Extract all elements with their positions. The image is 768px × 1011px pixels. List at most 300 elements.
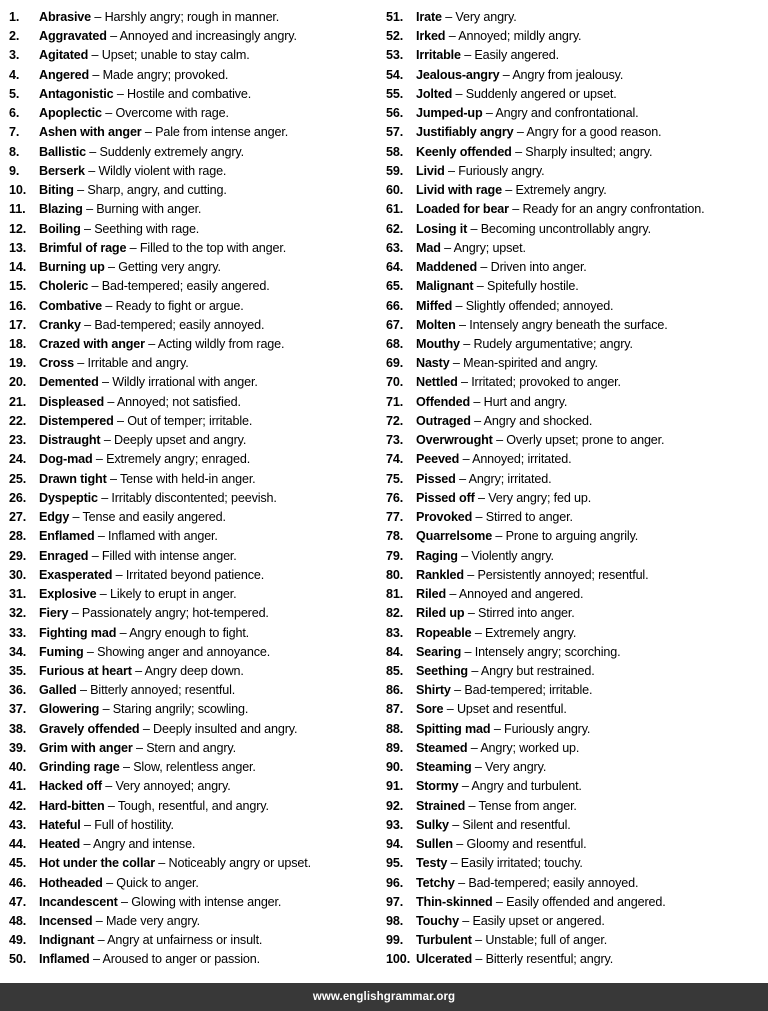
list-item-number: 8. (9, 144, 20, 159)
list-item-definition: Spitefully hostile. (486, 279, 579, 294)
list-item-definition: Out of temper; irritable. (127, 413, 253, 428)
list-item-definition: Suddenly angered or upset. (465, 86, 617, 101)
list-item-term: Distraught (39, 433, 101, 448)
list-item-term: Boiling (39, 221, 81, 236)
list-item-definition: Hostile and combative. (127, 86, 252, 101)
list-item-separator: – (73, 356, 88, 371)
list-item-body (39, 797, 269, 816)
list-item-definition: Staring angrily; scowling. (112, 702, 249, 717)
list-item-separator: – (490, 721, 505, 736)
list-item-body (39, 200, 201, 219)
list-item-number: 83. (386, 625, 404, 640)
list-item-definition: Annoyed; mildly angry. (458, 29, 582, 44)
list-item-separator: – (89, 67, 103, 82)
list-item-term: Displeased (39, 394, 104, 409)
list-item-number: 89. (386, 740, 404, 755)
list-item (386, 27, 764, 46)
list-item-term: Glowering (39, 702, 100, 717)
list-item-definition: Extremely angry; enraged. (106, 452, 251, 467)
list-item (386, 816, 764, 835)
list-item-term: Jolted (416, 86, 453, 101)
list-item (9, 104, 380, 123)
list-item-definition: Deeply upset and angry. (114, 433, 247, 448)
list-item-term: Edgy (39, 510, 70, 525)
list-item-term: Tetchy (416, 875, 455, 890)
list-item-number: 85. (386, 663, 404, 678)
list-item-term: Strained (416, 798, 466, 813)
list-item-definition: Tense with held-in anger. (119, 471, 256, 486)
list-item-separator: – (97, 490, 112, 505)
list-item-term: Biting (39, 183, 74, 198)
list-item-number: 52. (386, 29, 404, 44)
list-item-body (416, 874, 638, 893)
list-item-separator: – (104, 394, 117, 409)
list-item-separator: – (88, 548, 102, 563)
list-item (9, 335, 380, 354)
list-item-body (416, 527, 638, 546)
footer-bar (0, 983, 768, 1011)
list-item-definition: Angry; irritated. (468, 471, 552, 486)
list-item-number: 25. (9, 471, 27, 486)
list-item-body (39, 874, 199, 893)
list-item-number: 76. (386, 490, 404, 505)
list-item-term: Sulky (416, 817, 449, 832)
list-item-separator: – (102, 875, 117, 890)
list-item-separator: – (154, 856, 169, 871)
list-item-number: 61. (386, 202, 404, 217)
list-item (9, 662, 380, 681)
list-item (386, 316, 764, 335)
list-item-separator: – (473, 279, 487, 294)
list-item-separator: – (443, 702, 457, 717)
list-item-number: 66. (386, 298, 404, 313)
list-item-term: Aggravated (39, 29, 107, 44)
list-item-separator: – (144, 336, 158, 351)
list-item-separator: – (102, 298, 116, 313)
list-item-separator: – (106, 29, 120, 44)
list-item-term: Incensed (39, 914, 93, 929)
list-item-number: 37. (9, 702, 27, 717)
list-item-definition: Mean-spirited and angry. (463, 356, 598, 371)
list-item-term: Cranky (39, 317, 81, 332)
list-item-definition: Very angry. (485, 760, 547, 775)
list-item (386, 950, 764, 969)
list-item-body (39, 277, 270, 296)
list-item (386, 335, 764, 354)
list-item-body (39, 777, 231, 796)
list-item (9, 508, 380, 527)
list-item-body (39, 46, 250, 65)
list-item-term: Malignant (416, 279, 474, 294)
list-item-number: 55. (386, 86, 404, 101)
list-item-definition: Filled with intense anger. (101, 548, 237, 563)
list-item-separator: – (73, 183, 88, 198)
list-item-body (416, 373, 621, 392)
list-item-term: Mouthy (416, 336, 460, 351)
list-item-term: Jealous-angry (416, 67, 500, 82)
list-item-number: 36. (9, 683, 27, 698)
list-item (9, 412, 380, 431)
list-item (386, 431, 764, 450)
list-item-separator: – (452, 86, 466, 101)
list-item-body (39, 297, 244, 316)
list-item (9, 547, 380, 566)
list-item-body (39, 143, 244, 162)
list-item (9, 624, 380, 643)
list-item (9, 200, 380, 219)
list-item-number: 5. (9, 86, 20, 101)
list-item-body (39, 547, 237, 566)
list-item-definition: Very angry; fed up. (488, 490, 592, 505)
list-item-body (39, 335, 284, 354)
list-item-definition: Ready to fight or argue. (115, 298, 244, 313)
list-item (9, 431, 380, 450)
list-item-definition: Stern and angry. (146, 740, 236, 755)
list-item-separator: – (471, 625, 486, 640)
list-item-separator: – (444, 163, 459, 178)
list-item-body (416, 681, 592, 700)
list-item-number: 42. (9, 798, 27, 813)
list-item-term: Exasperated (39, 567, 113, 582)
list-item (9, 258, 380, 277)
list-item (386, 585, 764, 604)
list-item-term: Fuming (39, 644, 84, 659)
list-item-number: 16. (9, 298, 27, 313)
list-item-definition: Irritated beyond patience. (125, 567, 265, 582)
list-item-separator: – (69, 510, 83, 525)
list-item-body (39, 835, 195, 854)
list-item-body (39, 489, 277, 508)
list-item-definition: Annoyed; not satisfied. (116, 394, 241, 409)
list-item-definition: Overcome with rage. (115, 106, 229, 121)
list-item-number: 60. (386, 183, 404, 198)
list-item-separator: – (112, 567, 126, 582)
list-item-number: 47. (9, 894, 27, 909)
list-item-separator: – (94, 529, 109, 544)
list-item-number: 86. (386, 683, 404, 698)
list-item-separator: – (474, 490, 489, 505)
list-item (386, 643, 764, 662)
list-item (9, 777, 380, 796)
list-item-body (39, 739, 236, 758)
list-item-number: 7. (9, 125, 20, 140)
list-item-term: Peeved (416, 452, 460, 467)
list-item (9, 66, 380, 85)
list-item-body (416, 604, 575, 623)
list-item-definition: Angry but restrained. (480, 663, 595, 678)
list-item-number: 57. (386, 125, 404, 140)
list-item (386, 854, 764, 873)
list-item (386, 893, 764, 912)
list-item-separator: – (104, 798, 118, 813)
list-item-separator: – (508, 202, 523, 217)
list-item-body (416, 585, 583, 604)
list-item-separator: – (76, 683, 91, 698)
list-item-body (416, 239, 526, 258)
list-item-term: Ulcerated (416, 952, 473, 967)
list-item-term: Dog-mad (39, 452, 93, 467)
list-item (9, 874, 380, 893)
list-item-number: 56. (386, 106, 404, 121)
list-item-definition: Showing anger and annoyance. (97, 644, 271, 659)
list-item (9, 566, 380, 585)
list-item-body (416, 258, 587, 277)
list-item (386, 700, 764, 719)
list-item-number: 32. (9, 606, 27, 621)
list-item (386, 354, 764, 373)
list-item-body (39, 662, 244, 681)
list-item-definition: Bad-tempered; irritable. (464, 683, 593, 698)
list-item-separator: – (459, 336, 474, 351)
list-item-term: Agitated (39, 48, 89, 63)
list-item-number: 2. (9, 29, 20, 44)
list-item (9, 681, 380, 700)
list-item-term: Livid with rage (416, 183, 502, 198)
list-item-term: Molten (416, 317, 456, 332)
list-item (9, 489, 380, 508)
list-item (9, 8, 380, 27)
list-item-number: 19. (9, 356, 27, 371)
list-item-body (416, 85, 617, 104)
list-item-separator: – (467, 221, 481, 236)
list-item-body (416, 200, 704, 219)
list-item-body (39, 527, 218, 546)
list-item-term: Searing (416, 644, 462, 659)
list-item-definition: Extremely angry. (485, 625, 577, 640)
list-item-term: Sore (416, 702, 444, 717)
list-item-body (416, 431, 664, 450)
list-item-separator: – (106, 471, 120, 486)
list-item-term: Nasty (416, 356, 450, 371)
list-item-term: Dyspeptic (39, 490, 98, 505)
list-item-term: Antagonistic (39, 86, 114, 101)
list-item-separator: – (455, 317, 470, 332)
list-item (386, 835, 764, 854)
list-item-number: 15. (9, 279, 27, 294)
list-item-definition: Easily irritated; touchy. (460, 856, 583, 871)
list-item-number: 73. (386, 433, 404, 448)
list-item-number: 43. (9, 817, 27, 832)
list-item-term: Pissed off (416, 490, 475, 505)
list-item-number: 75. (386, 471, 404, 486)
list-item-definition: Angry; upset. (453, 240, 526, 255)
list-item-definition: Driven into anger. (490, 260, 587, 275)
list-item-number: 96. (386, 875, 404, 890)
list-item-separator: – (454, 875, 469, 890)
list-item-body (39, 912, 200, 931)
list-item-number: 46. (9, 875, 27, 890)
list-item (9, 27, 380, 46)
list-item (386, 758, 764, 777)
list-item-number: 33. (9, 625, 27, 640)
list-item-number: 82. (386, 606, 404, 621)
list-item-definition: Bad-tempered; easily annoyed. (468, 875, 639, 890)
list-item-number: 81. (386, 587, 404, 602)
list-item-separator: – (94, 933, 108, 948)
list-item-separator: – (440, 240, 454, 255)
list-item-separator: – (141, 125, 156, 140)
list-item (9, 297, 380, 316)
list-item-body (39, 700, 248, 719)
list-item-term: Hacked off (39, 779, 102, 794)
list-item-separator: – (85, 144, 100, 159)
list-item-definition: Getting very angry. (118, 260, 221, 275)
list-item-definition: Inflamed with anger. (108, 529, 218, 544)
list-item-term: Spitting mad (416, 721, 491, 736)
list-item (386, 777, 764, 796)
list-item-term: Ashen with anger (39, 125, 142, 140)
list-item-body (39, 85, 251, 104)
list-item (9, 316, 380, 335)
list-item-separator: – (470, 413, 484, 428)
list-item (386, 143, 764, 162)
list-item-term: Livid (416, 163, 445, 178)
list-item-number: 58. (386, 144, 404, 159)
list-item-definition: Tense from anger. (478, 798, 577, 813)
list-item-number: 50. (9, 952, 27, 967)
list-item-number: 65. (386, 279, 404, 294)
list-item-body (416, 220, 651, 239)
list-item-term: Crazed with anger (39, 336, 145, 351)
list-item-number: 54. (386, 67, 404, 82)
list-item-term: Hotheaded (39, 875, 103, 890)
list-item (386, 258, 764, 277)
list-item-definition: Full of hostility. (94, 817, 174, 832)
list-item-number: 22. (9, 413, 27, 428)
list-item-separator: – (132, 740, 147, 755)
list-item-term: Testy (416, 856, 448, 871)
list-item-number: 12. (9, 221, 27, 236)
list-item-definition: Deeply insulted and angry. (153, 721, 298, 736)
list-item (9, 143, 380, 162)
list-item-separator: – (80, 837, 93, 852)
list-item-term: Justifiably angry (416, 125, 514, 140)
list-item-number: 48. (9, 914, 27, 929)
list-item-definition: Easily upset or angered. (472, 914, 605, 929)
list-item-body (39, 950, 260, 969)
list-item-number: 11. (9, 202, 26, 217)
list-item-number: 98. (386, 914, 404, 929)
list-item-number: 10. (9, 183, 27, 198)
list-item-body (39, 816, 174, 835)
list-item-number: 17. (9, 317, 27, 332)
list-item (9, 123, 380, 142)
list-item-body (416, 162, 544, 181)
list-item-number: 94. (386, 837, 404, 852)
list-item-term: Keenly offended (416, 144, 512, 159)
list-item (9, 181, 380, 200)
list-item-separator: – (482, 106, 496, 121)
list-item-definition: Slow, relentless anger. (133, 760, 256, 775)
list-item-term: Shirty (416, 683, 451, 698)
list-item-definition: Overly upset; prone to anger. (506, 433, 665, 448)
list-item-number: 74. (386, 452, 404, 467)
list-item (9, 354, 380, 373)
list-item-term: Steaming (416, 760, 472, 775)
list-item-separator: – (492, 894, 507, 909)
list-item-separator: – (84, 163, 99, 178)
list-item-separator: – (464, 606, 479, 621)
list-item (9, 931, 380, 950)
list-item (386, 797, 764, 816)
list-item-separator: – (457, 375, 472, 390)
list-item (9, 643, 380, 662)
list-item-term: Choleric (39, 279, 89, 294)
list-item (386, 104, 764, 123)
list-item-separator: – (441, 10, 456, 24)
list-item (9, 739, 380, 758)
list-item-separator: – (470, 394, 484, 409)
list-item-definition: Angry and intense. (92, 837, 196, 852)
list-item-term: Blazing (39, 202, 83, 217)
list-item-term: Riled (416, 587, 447, 602)
list-item (9, 239, 380, 258)
list-item-separator: – (513, 125, 527, 140)
list-item-term: Furious at heart (39, 663, 132, 678)
list-item-body (416, 720, 590, 739)
list-item-body (39, 123, 288, 142)
list-item (386, 66, 764, 85)
left-column (0, 8, 384, 975)
list-item-definition: Prone to arguing angrily. (505, 529, 639, 544)
list-item-body (416, 335, 633, 354)
list-item (386, 662, 764, 681)
list-item (386, 297, 764, 316)
list-item-body (416, 758, 546, 777)
list-item-definition: Becoming uncontrollably angry. (480, 221, 651, 236)
list-item-term: Enraged (39, 548, 89, 563)
list-item-term: Raging (416, 548, 458, 563)
list-item-body (416, 662, 595, 681)
list-item-term: Gravely offended (39, 721, 140, 736)
list-item (386, 8, 764, 27)
list-item-definition: Passionately angry; hot-tempered. (81, 606, 269, 621)
list-item-number: 88. (386, 721, 404, 736)
list-item-number: 70. (386, 375, 404, 390)
list-item-definition: Intensely angry; scorching. (474, 644, 621, 659)
list-item-separator: – (471, 760, 486, 775)
list-item-body (39, 720, 297, 739)
list-item (386, 739, 764, 758)
list-item-body (39, 27, 297, 46)
list-item-body (416, 643, 620, 662)
list-item (386, 604, 764, 623)
list-item-number: 6. (9, 106, 20, 121)
list-item (9, 527, 380, 546)
list-item (386, 931, 764, 950)
list-item-number: 23. (9, 433, 27, 448)
list-item-separator: – (467, 663, 481, 678)
list-item-definition: Harshly angry; rough in manner. (104, 10, 280, 24)
list-item-term: Ropeable (416, 625, 472, 640)
list-item-number: 4. (9, 67, 20, 82)
list-item (386, 277, 764, 296)
list-item-number: 38. (9, 721, 27, 736)
list-item-separator: – (131, 663, 145, 678)
list-item-term: Ballistic (39, 144, 86, 159)
list-item (386, 373, 764, 392)
list-item-term: Turbulent (416, 933, 472, 948)
list-item-separator: – (448, 817, 463, 832)
list-item-definition: Noticeably angry or upset. (168, 856, 311, 871)
list-item-number: 13. (9, 240, 27, 255)
list-item-definition: Sharp, angry, and cutting. (87, 183, 227, 198)
list-item (386, 489, 764, 508)
list-item-separator: – (96, 587, 111, 602)
list-item-number: 41. (9, 779, 27, 794)
list-item (9, 720, 380, 739)
list-item-term: Grim with anger (39, 740, 133, 755)
